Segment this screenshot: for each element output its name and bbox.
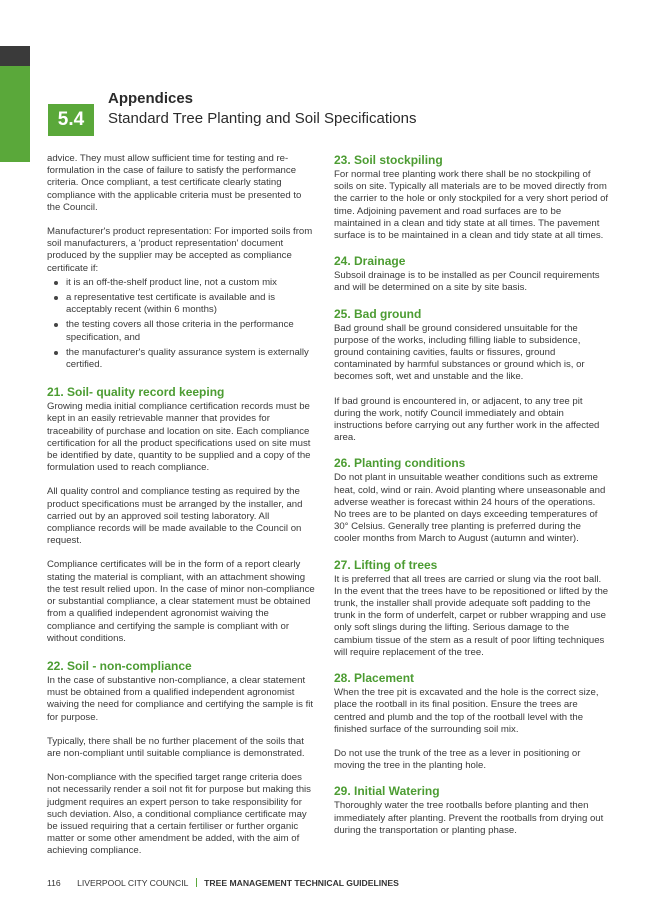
paragraph: For normal tree planting work there shall be no stockpiling of soils on site. Typically all materials are to be moved directly from the carrier to the hole or only stockpiled for a very short period of time. Adjoining pavement and road surfaces are to be maintained in a clean and tidy state at all times. The pavement surface is to be maintained in a clean and tidy state at all times.: [334, 169, 609, 242]
right-column: [334, 153, 609, 849]
header-kicker: Appendices: [108, 90, 194, 107]
footer-document-title: TREE MANAGEMENT TECHNICAL GUIDELINES: [204, 878, 399, 888]
paragraph: Typically, there shall be no further placement of the soils that are non-compliant until suitable compliance is demonstrated.: [47, 735, 305, 759]
side-tab-label: APPENDICES: [10, 171, 20, 227]
paragraph: Subsoil drainage is to be installed as per Council requirements and will be determined on a site by site basis.: [334, 270, 600, 294]
section-heading-26: 26. Planting conditions: [334, 456, 466, 471]
paragraph: When the tree pit is excavated and the hole is the correct size, place the rootball in its final position. Ensure the trees are centred and plumb and the top of the rootball level with the finished surface of the surrounding soil mix.: [334, 687, 599, 735]
paragraph: Bad ground shall be ground considered unsuitable for the purpose of the works, including filling liable to subsidence, ground containing cavities, faults or fissures, ground contaminated by harmful substances or ground which is, or becomes soft, wet and unstable and the like.: [334, 322, 585, 383]
section-heading-27: 27. Lifting of trees: [334, 557, 438, 572]
list-item: a representative test certificate is available and is acceptably recent (within 6 months): [47, 292, 317, 316]
section-heading-23: 23. Soil stockpiling: [334, 153, 443, 167]
section-number-badge: 5.4: [48, 104, 94, 136]
footer-separator: [196, 878, 197, 887]
paragraph: advice. They must allow sufficient time for testing and re-formulation in the case of failure to satisfy the performance criteria. Once compliant, a test certificate clearly stating compliance with the applicable criteria must be presented to the Council.: [47, 153, 302, 213]
paragraph: All quality control and compliance testing as required by the product specifications must be arranged by the installer, and carried out by an approved soil testing laboratory. All compliance records will be made available to the Council on request.: [47, 486, 303, 547]
section-heading-25: 25. Bad ground: [334, 306, 422, 321]
page-footer: [47, 878, 399, 888]
criteria-list: [47, 277, 317, 371]
paragraph: Manufacturer's product representation: For imported soils from soil manufacturers, a 'product representation' document produced by the supplier may be accepted as compliance certificate if:: [47, 226, 313, 274]
page-title: Standard Tree Planting and Soil Specifications: [108, 110, 417, 127]
page-number: 116: [47, 878, 61, 888]
paragraph: Growing media initial compliance certification records must be kept in an easily retrievable manner that provides for traceability of purchase and location on site. Each compliance certification for all the product specifications used on site must be identified by date, quantity to be supplied and a copy of the formulation used to reach compliance.: [47, 401, 311, 474]
paragraph: It is preferred that all trees are carried or slung via the root ball. In the event that the trees have to be repositioned or lifted by the trunk, the installer shall provide adequate soft padding to the trunk in the form of underfelt, carpet or rubber wrapping and use only soft slings during the lifting. Serious damage to the cambium tissue of the stem as a result of poor lifting techniques will require replacement of the tree.: [334, 573, 609, 658]
section-heading-21: 21. Soil- quality record keeping: [47, 385, 225, 400]
side-tab-marker: [0, 46, 30, 66]
list-item: it is an off-the-shelf product line, not a custom mix: [47, 277, 317, 289]
list-item: the testing covers all those criteria in the performance specification, and: [47, 319, 317, 343]
footer-organisation: LIVERPOOL CITY COUNCIL: [77, 878, 189, 888]
paragraph: Compliance certificates will be in the form of a report clearly stating the material is compliant, with an attachment showing the test result relied upon. In the case of minor non-compliance or substantial compliance, a clear statement must be obtained from a qualified independent agronomist waiving the compliance and certifying the sample is compliant with or without conditions.: [47, 559, 315, 644]
section-heading-29: 29. Initial Watering: [334, 784, 440, 799]
paragraph: Thoroughly water the tree rootballs before planting and then immediately after planting. Prevent the rootballs from drying out during the transportation or planting phase.: [334, 800, 604, 836]
left-column: [47, 153, 317, 870]
section-heading-28: 28. Placement: [334, 671, 415, 686]
section-heading-24: 24. Drainage: [334, 254, 406, 269]
paragraph: Do not use the trunk of the tree as a lever in positioning or moving the tree in the planting hole.: [334, 747, 581, 772]
list-item: the manufacturer's quality assurance system is externally certified.: [47, 347, 317, 371]
paragraph: Do not plant in unsuitable weather conditions such as extreme heat, cold, wind or rain. Avoid planting where unseasonable and adverse weather is forecast within 24 hours of the operations. No trees are to be planted on days exceeding temperatures of 30° Celsius. Generally tree planting is preferred during the cooler months from March to August (autumn and winter).: [334, 472, 606, 545]
paragraph: Non-compliance with the specified target range criteria does not necessarily render a soil not fit for purpose but making this judgment requires an expert person to take responsibility for such deviation. Also, a conditional compliance certificate may be issued requiring that a certain fertiliser or further organic matter or some other amendment be added, with the aim of achieving compliance.: [47, 772, 311, 857]
section-heading-22: 22. Soil - non-compliance: [47, 658, 192, 673]
paragraph: If bad ground is encountered in, or adjacent, to any tree pit during the work, notify Council immediately and obtain instructions before carrying out any further work in the affected area.: [334, 395, 600, 444]
appendices-side-tab: [0, 66, 30, 227]
paragraph: In the case of substantive non-compliance, a clear statement must be obtained from a qualified independent agronomist waiving the need for compliance and certifying the sample is fit for purpose.: [47, 674, 314, 723]
